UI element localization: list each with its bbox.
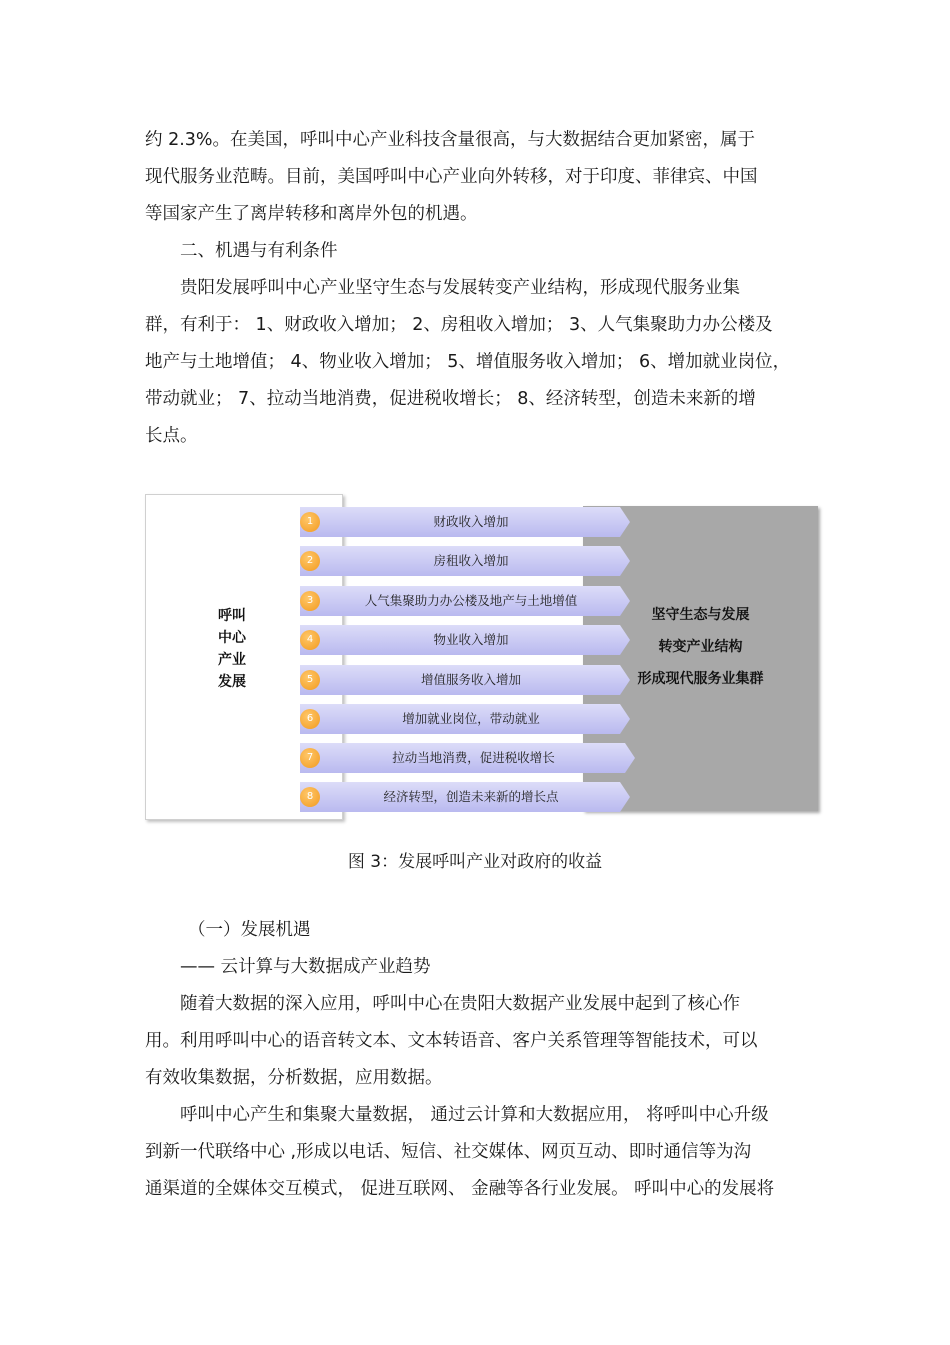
section-heading-2: 二、机遇与有利条件	[180, 241, 338, 261]
number-badge: 4	[300, 630, 320, 650]
text-line: 到新一代联络中心 ,形成以电话、短信、社交媒体、网页互动、即时通信等为沟	[145, 1142, 752, 1162]
text-line: 通渠道的全媒体交互模式， 促进互联网、 金融等各行业发展。 呼叫中心的发展将	[145, 1179, 775, 1199]
number-badge: 7	[300, 748, 320, 768]
text-line: 现代服务业范畴。目前，美国呼叫中心产业向外转移，对于印度、菲律宾、中国	[145, 167, 758, 187]
left-label-line: 产业	[218, 652, 246, 668]
left-label	[212, 605, 252, 693]
left-label-line: 呼叫	[218, 608, 246, 624]
left-label-line: 发展	[218, 674, 246, 690]
text-line: 贵阳发展呼叫中心产业坚守生态与发展转变产业结构，形成现代服务业集	[180, 278, 740, 298]
text-line: 地产与土地增值； 4、物业收入增加； 5、增值服务收入增加； 6、增加就业岗位，	[145, 352, 791, 372]
left-label-line: 中心	[218, 630, 246, 646]
number-badge: 3	[300, 591, 320, 611]
result-line: 形成现代服务业集群	[637, 671, 764, 687]
text-line: 约 2.3%。在美国，呼叫中心产业科技含量很高，与大数据结合更加紧密，属于	[145, 130, 756, 150]
text-line: 带动就业； 7、拉动当地消费，促进税收增长； 8、经济转型，创造未来新的增	[145, 389, 756, 409]
text-line: 长点。	[145, 426, 198, 446]
benefit-text: 拉动当地消费，促进税收增长	[392, 750, 555, 765]
benefit-text: 财政收入增加	[433, 514, 509, 529]
benefit-text: 经济转型，创造未来新的增长点	[383, 789, 559, 804]
benefit-text: 增值服务收入增加	[420, 672, 521, 687]
subsection-heading: （一）发展机遇	[188, 920, 311, 940]
figure-caption: 图 3：发展呼叫产业对政府的收益	[347, 852, 603, 872]
number-badge: 1	[300, 512, 320, 532]
result-line: 坚守生态与发展	[651, 607, 750, 623]
text-line: 用。利用呼叫中心的语音转文本、文本转语音、客户关系管理等智能技术，可以	[145, 1031, 758, 1051]
text-line: 有效收集数据，分析数据，应用数据。	[145, 1068, 443, 1088]
benefit-text: 物业收入增加	[433, 632, 509, 647]
text-line: 等国家产生了离岸转移和离岸外包的机遇。	[145, 204, 478, 224]
benefit-text: 增加就业岗位，带动就业	[402, 711, 540, 726]
number-badge: 2	[300, 551, 320, 571]
benefit-text: 人气集聚助力办公楼及地产与土地增值	[364, 593, 578, 608]
text-line: 群，有利于： 1、财政收入增加； 2、房租收入增加； 3、人气集聚助力办公楼及	[145, 315, 773, 335]
number-badge: 6	[300, 709, 320, 729]
number-badge: 5	[300, 670, 320, 690]
benefit-text: 房租收入增加	[433, 553, 509, 568]
text-line: 随着大数据的深入应用，呼叫中心在贵阳大数据产业发展中起到了核心作	[180, 994, 740, 1014]
result-line: 转变产业结构	[658, 639, 743, 655]
sub-heading: —— 云计算与大数据成产业趋势	[180, 957, 431, 977]
number-badge: 8	[300, 787, 320, 807]
text-line: 呼叫中心产生和集聚大量数据， 通过云计算和大数据应用， 将呼叫中心升级	[180, 1105, 769, 1125]
benefits-diagram	[145, 494, 820, 822]
